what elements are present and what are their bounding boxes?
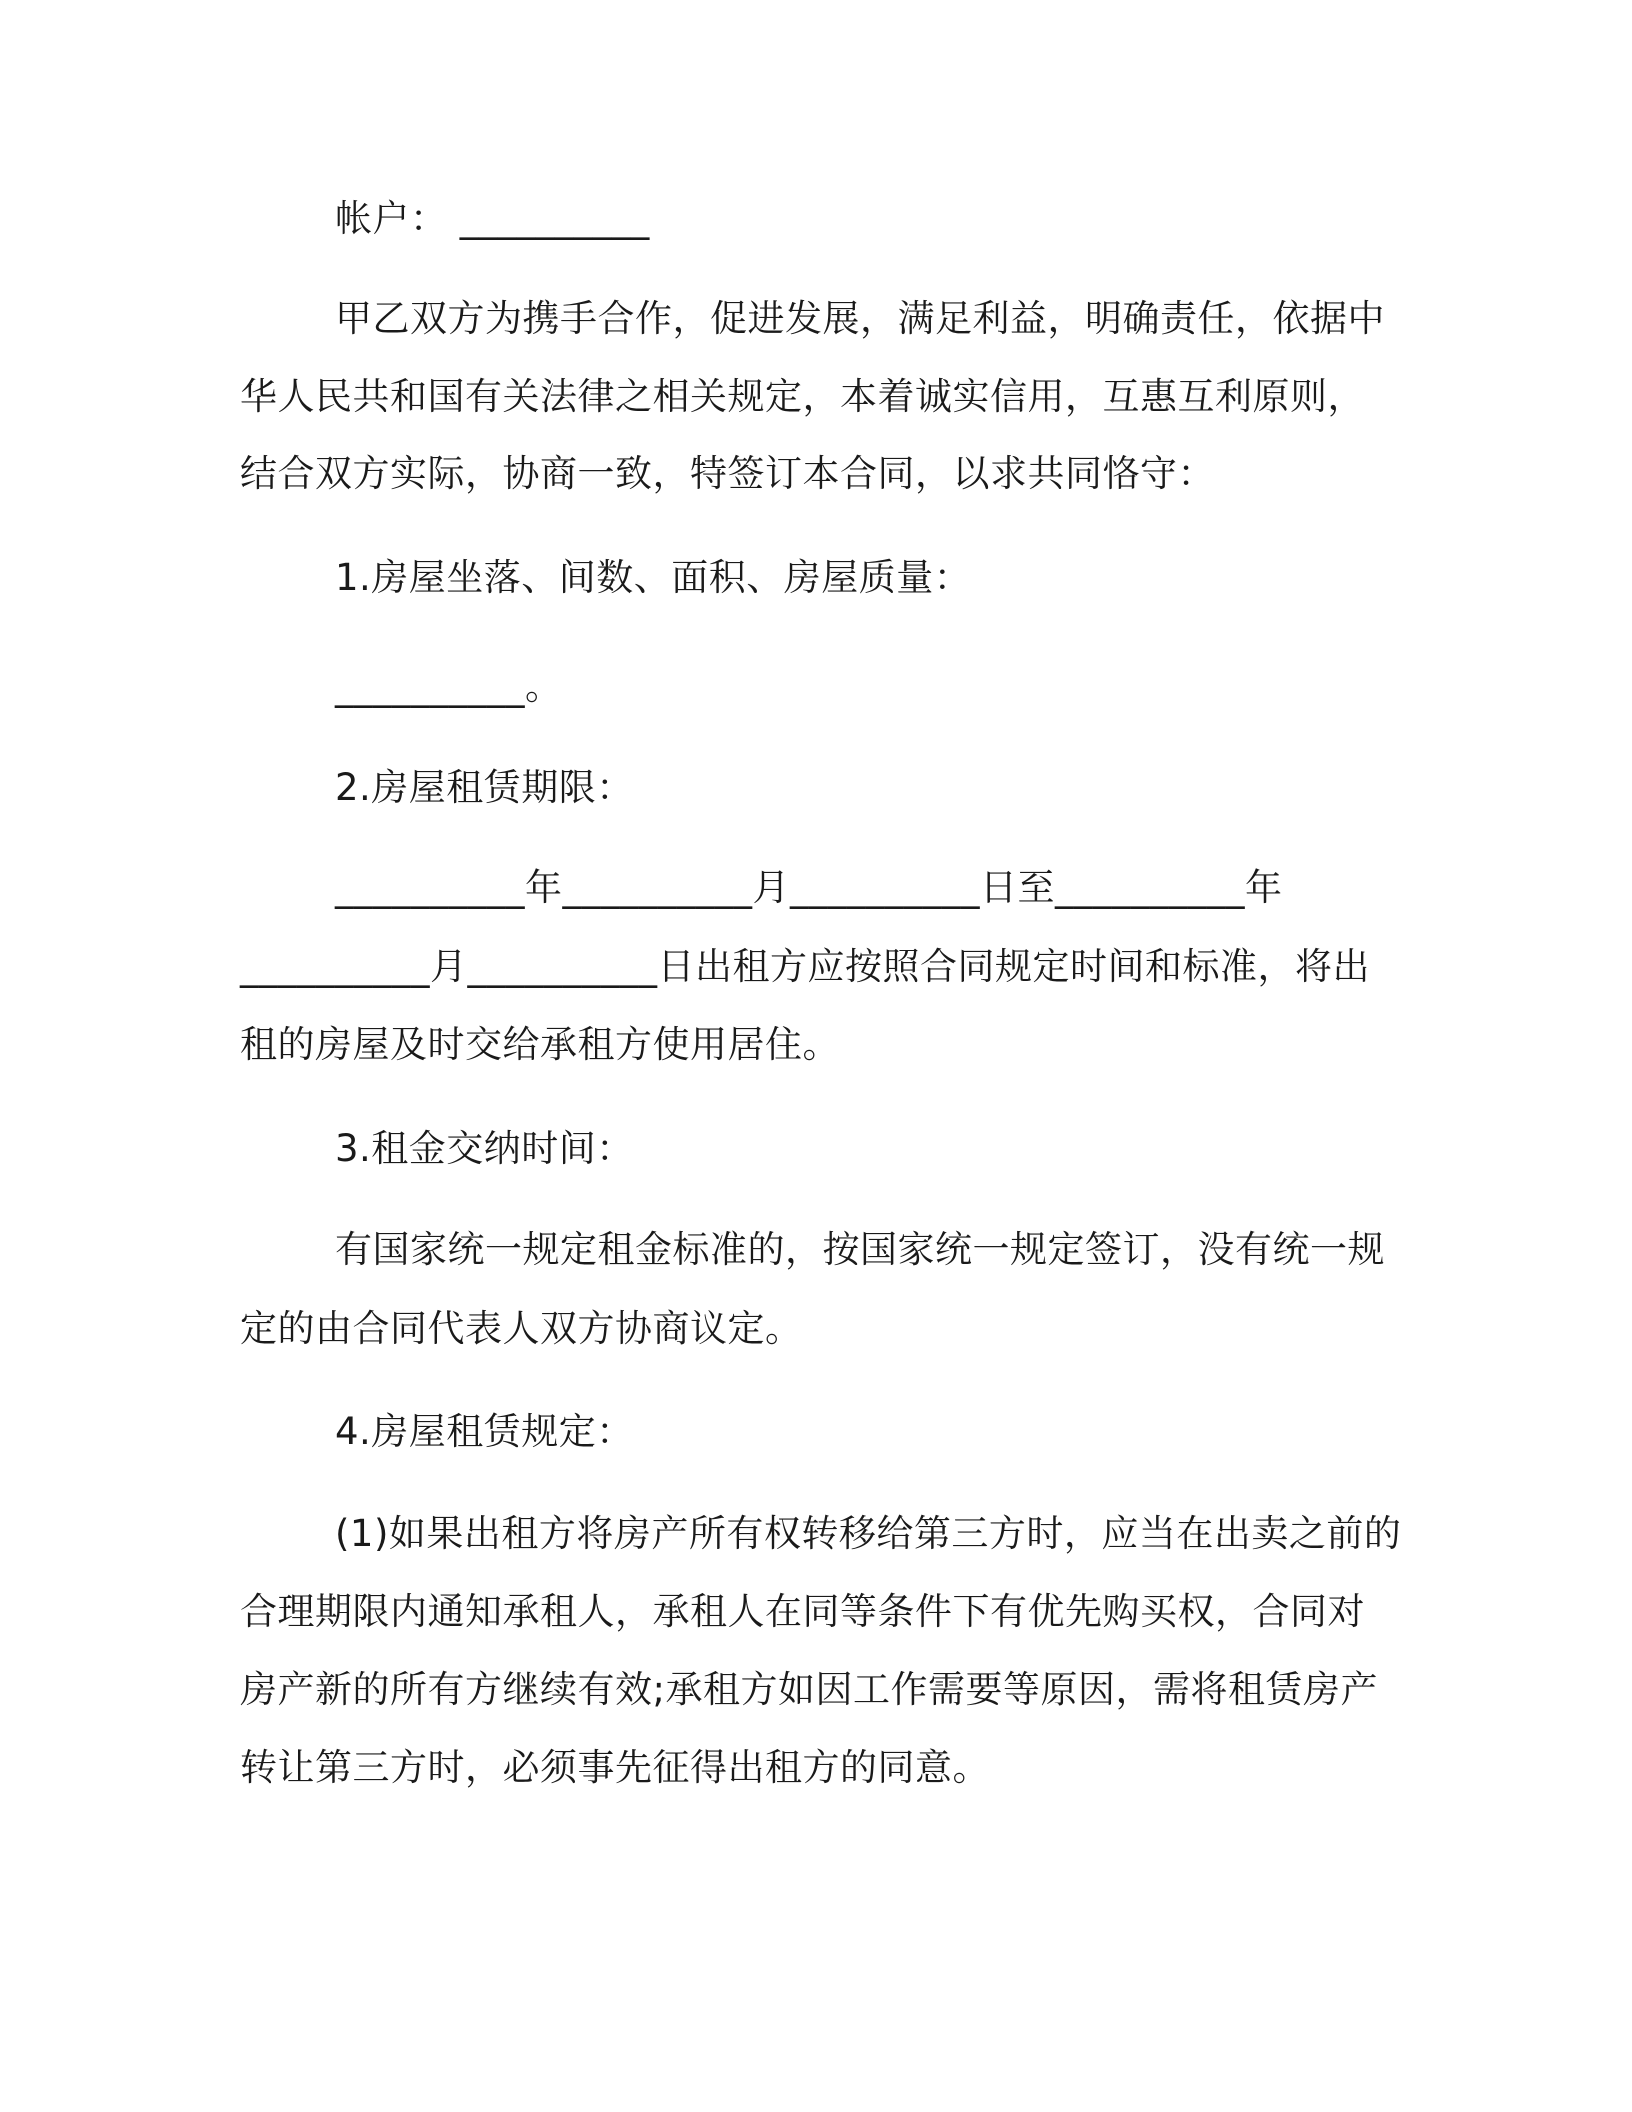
section1-blank: __________。: [335, 665, 563, 708]
section3-heading: 3.租金交纳时间：: [335, 1127, 634, 1170]
section2-line-2: __________月__________日出租方应按照合同规定时间和标准，将出: [240, 945, 1370, 988]
account-line: 帐户： __________: [335, 197, 650, 240]
section2-line-1: __________年__________月__________日至__________年: [335, 866, 1283, 909]
section4-item1-line-4: 转让第三方时，必须事先征得出租方的同意。: [240, 1746, 990, 1789]
intro-line-1: 甲乙双方为携手合作，促进发展，满足利益，明确责任，依据中: [335, 297, 1385, 340]
intro-line-2: 华人民共和国有关法律之相关规定，本着诚实信用，互惠互利原则，: [240, 375, 1365, 418]
section1-heading: 1.房屋坐落、间数、面积、房屋质量：: [335, 556, 972, 599]
section3-line-1: 有国家统一规定租金标准的，按国家统一规定签订，没有统一规: [335, 1228, 1385, 1271]
intro-line-3: 结合双方实际，协商一致，特签订本合同，以求共同恪守：: [240, 452, 1215, 495]
section4-item1-line-1: (1)如果出租方将房产所有权转移给第三方时，应当在出卖之前的: [335, 1512, 1402, 1555]
section4-item1-line-3: 房产新的所有方继续有效;承租方如因工作需要等原因，需将租赁房产: [240, 1668, 1378, 1711]
section4-item1-line-2: 合理期限内通知承租人，承租人在同等条件下有优先购买权，合同对: [240, 1590, 1365, 1633]
section2-line-3: 租的房屋及时交给承租方使用居住。: [240, 1023, 840, 1066]
section2-heading: 2.房屋租赁期限：: [335, 766, 634, 809]
section3-line-2: 定的由合同代表人双方协商议定。: [240, 1307, 803, 1350]
section4-heading: 4.房屋租赁规定：: [335, 1410, 634, 1453]
